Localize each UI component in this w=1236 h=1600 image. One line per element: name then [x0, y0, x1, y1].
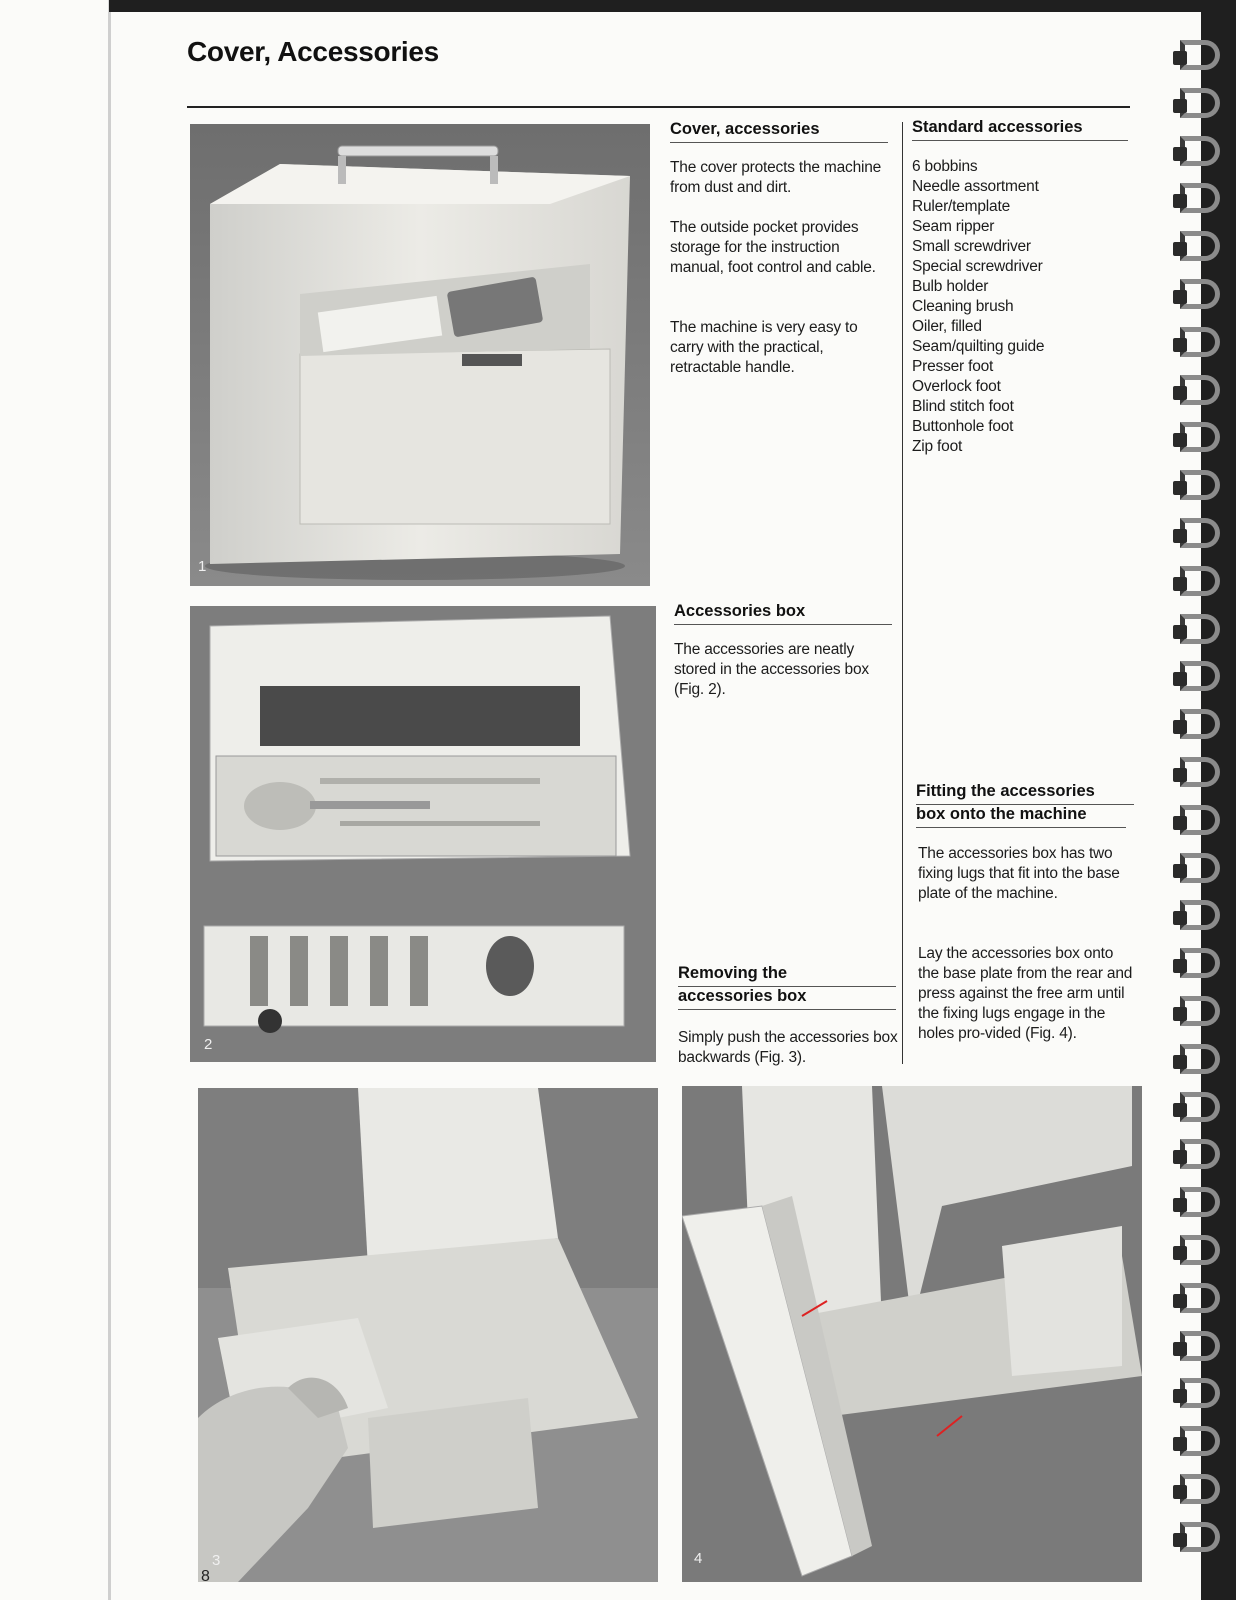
binding-hole	[1173, 1294, 1187, 1308]
binding-ring	[1180, 183, 1220, 213]
binding-ring	[1180, 1283, 1220, 1313]
binding-hole	[1173, 768, 1187, 782]
accessory-item: Presser foot	[912, 358, 994, 375]
binding-hole	[1173, 1103, 1187, 1117]
accessory-item: 6 bobbins	[912, 158, 978, 175]
figure-2-number: 2	[204, 1036, 213, 1053]
removing-heading-line-2: accessories box	[678, 985, 896, 1010]
accessory-item: Small screwdriver	[912, 238, 1031, 255]
binding-hole	[1173, 864, 1187, 878]
accessory-item: Overlock foot	[912, 378, 1001, 395]
heading-standard-accessories: Standard accessories	[912, 116, 1128, 141]
binding-ring	[1180, 279, 1220, 309]
facing-page-edge	[0, 0, 109, 1600]
binding-hole	[1173, 1389, 1187, 1403]
binding-hole	[1173, 1246, 1187, 1260]
accessory-item: Oiler, filled	[912, 318, 982, 335]
binding-ring	[1180, 40, 1220, 70]
binding-hole	[1173, 99, 1187, 113]
binding-ring	[1180, 900, 1220, 930]
fitting-paragraph-1: The accessories box has two fixing lugs that fit into the base plate of the machine.	[918, 845, 1120, 902]
binding-hole	[1173, 816, 1187, 830]
binding-ring	[1180, 948, 1220, 978]
binding-hole	[1173, 1198, 1187, 1212]
binding-ring	[1180, 1474, 1220, 1504]
column-divider	[902, 122, 903, 1064]
page-title: Cover, Accessories	[187, 36, 439, 67]
standard-accessories-list	[912, 157, 1044, 457]
binding-hole	[1173, 147, 1187, 161]
accessory-item: Seam/quilting guide	[912, 338, 1045, 355]
accessory-item: Seam ripper	[912, 218, 995, 235]
accessory-item: Zip foot	[912, 438, 963, 455]
accessory-item: Ruler/template	[912, 198, 1010, 215]
binding-hole	[1173, 1533, 1187, 1547]
fitting-heading-line-2: box onto the machine	[916, 803, 1126, 828]
binding-hole	[1173, 1342, 1187, 1356]
figure-4-number: 4	[694, 1550, 703, 1567]
binding-ring	[1180, 136, 1220, 166]
removing-heading-line-1: Removing the	[678, 962, 896, 987]
binding-hole	[1173, 338, 1187, 352]
binding-ring	[1180, 518, 1220, 548]
binding-ring	[1180, 1522, 1220, 1552]
binding-ring	[1180, 996, 1220, 1026]
page-number: 8	[201, 1568, 210, 1585]
cover-paragraph-3: The machine is very easy to carry with the practical, retractable handle.	[670, 319, 858, 376]
binding-hole	[1173, 720, 1187, 734]
binding-ring	[1180, 1092, 1220, 1122]
fitting-paragraph-2: Lay the accessories box onto the base plate from the rear and press against the free arm until the fixing lugs engage in the holes pro-vided (Fig. 4).	[918, 945, 1133, 1042]
binding-ring	[1180, 757, 1220, 787]
binding-hole	[1173, 625, 1187, 639]
binding-hole	[1173, 1150, 1187, 1164]
accessory-item: Bulb holder	[912, 278, 989, 295]
figure-4-fitting-photo	[682, 1086, 1142, 1582]
binding-ring	[1180, 88, 1220, 118]
binding-hole	[1173, 529, 1187, 543]
cover-paragraph-2: The outside pocket provides storage for the instruction manual, foot control and cable.	[670, 219, 876, 276]
binding-ring	[1180, 709, 1220, 739]
binding-ring	[1180, 422, 1220, 452]
figure-1-cover-photo	[190, 124, 650, 586]
title-rule	[187, 106, 1130, 108]
accessory-item: Buttonhole foot	[912, 418, 1014, 435]
binding-ring	[1180, 1235, 1220, 1265]
binding-hole	[1173, 242, 1187, 256]
binding-hole	[1173, 911, 1187, 925]
binding-hole	[1173, 1485, 1187, 1499]
accessory-item: Blind stitch foot	[912, 398, 1014, 415]
binding-ring	[1180, 1139, 1220, 1169]
binding-ring	[1180, 1378, 1220, 1408]
binding-hole	[1173, 1007, 1187, 1021]
figure-1-number: 1	[198, 558, 207, 575]
binding-ring	[1180, 375, 1220, 405]
figure-2-accessories-box-photo	[190, 606, 656, 1062]
cover-paragraph-1: The cover protects the machine from dust and dirt.	[670, 159, 882, 196]
binding-hole	[1173, 672, 1187, 686]
heading-cover-accessories: Cover, accessories	[670, 118, 888, 143]
spiral-binding	[1180, 40, 1236, 1580]
binding-hole	[1173, 194, 1187, 208]
figure-3-removing-photo	[198, 1088, 658, 1582]
binding-hole	[1173, 433, 1187, 447]
accessory-item: Cleaning brush	[912, 298, 1014, 315]
binding-ring	[1180, 661, 1220, 691]
binding-ring	[1180, 470, 1220, 500]
accessory-item: Needle assortment	[912, 178, 1039, 195]
binding-ring	[1180, 614, 1220, 644]
binding-ring	[1180, 1426, 1220, 1456]
binding-hole	[1173, 959, 1187, 973]
binding-ring	[1180, 853, 1220, 883]
binding-hole	[1173, 386, 1187, 400]
accessory-item: Special screwdriver	[912, 258, 1043, 275]
fitting-heading-line-1: Fitting the accessories	[916, 780, 1134, 805]
binding-hole	[1173, 1055, 1187, 1069]
binding-ring	[1180, 231, 1220, 261]
binding-ring	[1180, 1044, 1220, 1074]
binding-hole	[1173, 577, 1187, 591]
binding-hole	[1173, 290, 1187, 304]
binding-hole	[1173, 1437, 1187, 1451]
binding-ring	[1180, 1331, 1220, 1361]
binding-hole	[1173, 51, 1187, 65]
binding-hole	[1173, 481, 1187, 495]
figure-3-number: 3	[212, 1552, 221, 1569]
removing-paragraph: Simply push the accessories box backwards (Fig. 3).	[678, 1029, 898, 1066]
binding-ring	[1180, 1187, 1220, 1217]
binding-ring	[1180, 566, 1220, 596]
binding-ring	[1180, 327, 1220, 357]
binding-ring	[1180, 805, 1220, 835]
heading-accessories-box: Accessories box	[674, 600, 892, 625]
box-paragraph: The accessories are neatly stored in the accessories box (Fig. 2).	[674, 641, 869, 698]
